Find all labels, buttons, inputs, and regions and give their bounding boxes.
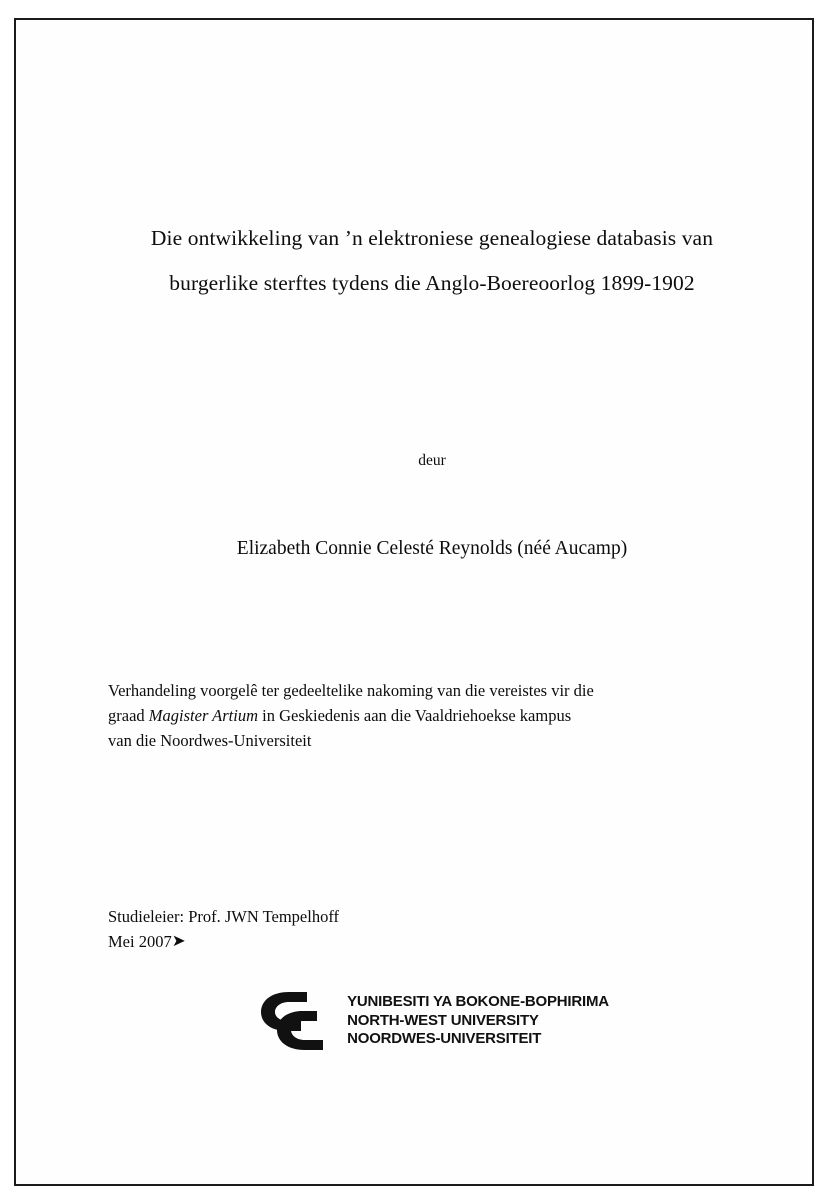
date-text: Mei 2007 [108,932,172,951]
logo-wordmark [347,993,609,1049]
submission-line-2 [108,703,738,728]
title-line-2: burgerlike sterftes tydens die Anglo-Boereoorlog 1899-1902 [169,271,695,295]
logo-line-1: YUNIBESITI YA BOKONE-BOPHIRIMA [347,993,609,1011]
page-content [108,20,756,1184]
logo-line-2: NORTH-WEST UNIVERSITY [347,1011,539,1029]
author-name: Elizabeth Connie Celesté Reynolds (néé Aucamp) [236,538,628,559]
submission-line-2-suffix: in Geskiedenis aan die Vaaldriehoekse kampus [258,706,572,725]
degree-name: Magister Artium [148,706,259,725]
title-line-1: Die ontwikkeling van ’n elektroniese genealogiese databasis van [150,226,714,250]
submission-statement [108,678,738,753]
logo-line-3: NOORDWES-UNIVERSITEIT [347,1030,542,1048]
page-border [14,18,814,1186]
submission-line-3: van die Noordwes-Universiteit [108,731,312,750]
supervisor-line: Studieleier: Prof. JWN Tempelhoff [108,907,340,926]
date-line [108,929,738,954]
stray-mark: ➤ [171,931,186,950]
page-title [108,216,756,306]
nwu-logo-icon [255,988,337,1054]
submission-line-2-prefix: graad [108,706,149,725]
university-logo [108,988,756,1054]
submission-line-1: Verhandeling voorgelê ter gedeeltelike nakoming van die vereistes vir die [108,681,594,700]
by-label: deur [418,452,446,469]
supervisor-and-date [108,904,738,954]
